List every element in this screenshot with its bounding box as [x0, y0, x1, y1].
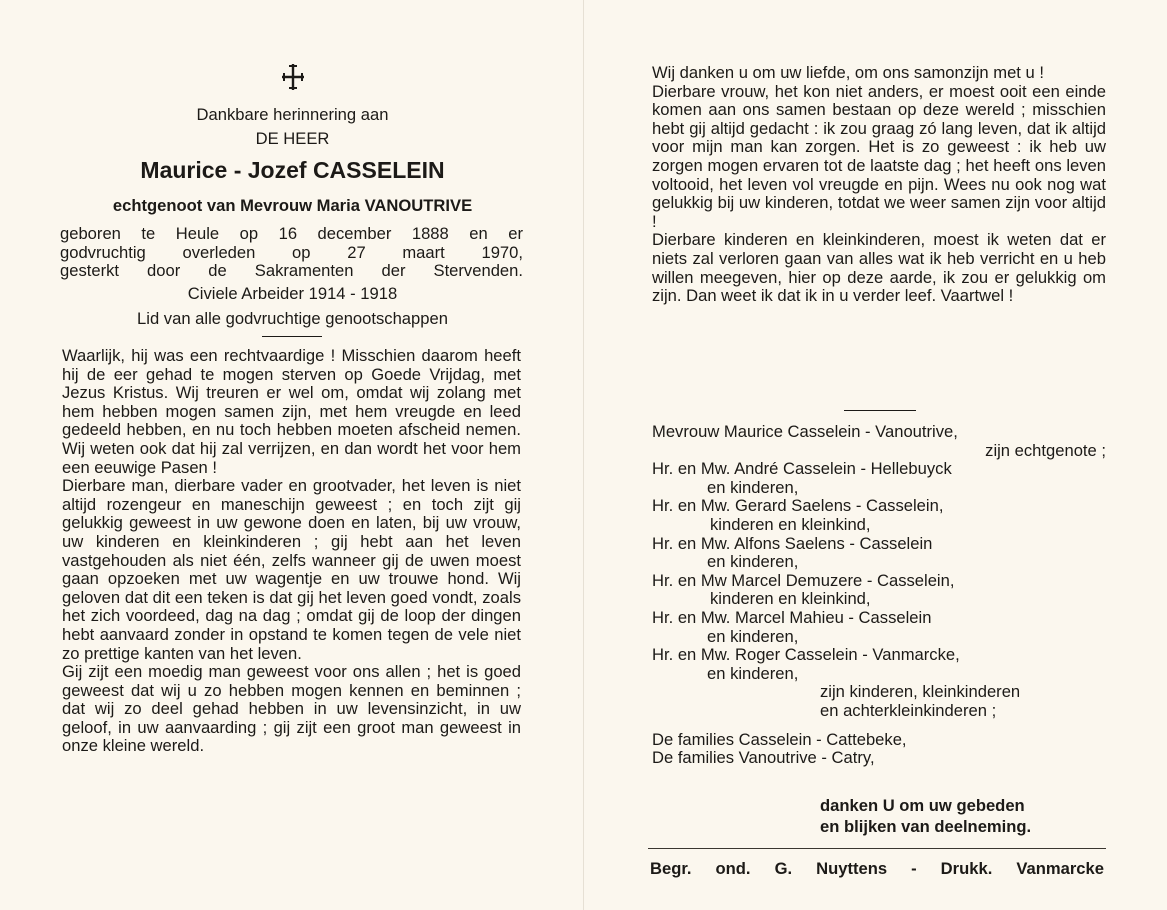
family-line: De families Vanoutrive - Catry, — [652, 748, 875, 768]
intro-text: Dankbare herinnering aan — [196, 105, 389, 124]
family-line: zijn kinderen, kleinkinderen — [820, 682, 1021, 702]
birth-block — [60, 225, 523, 281]
family-list — [652, 423, 1112, 768]
civil-worker-line: Civiele Arbeider 1914 - 1918 — [187, 284, 398, 303]
family-line: Hr. en Mw. Roger Casselein - Vanmarcke, — [652, 645, 960, 665]
birth-line: gesterkt door de Sakramenten der Stervenden. — [60, 261, 523, 281]
left-card — [0, 0, 583, 910]
paragraph: Waarlijk, hij was een rechtvaardige ! Misschien daarom heeft hij de eer gehad te mogen sterven op Goede Vrijdag, met Jezus Kristus. Wij treuren er wel om, omdat wij zolang met hem hebben mogen samen zijn, met hem vreugde en leed gedeeld hebben, en nu toch hebben moeten afscheid nemen. Wij weten ook dat hij zal verrijzen, en dan wordt het voor hem een eeuwige Pasen ! — [62, 346, 521, 477]
family-line: Hr. en Mw. André Casselein - Hellebuyck — [652, 459, 952, 479]
family-line: en kinderen, — [707, 626, 799, 646]
family-line: en kinderen, — [707, 477, 799, 497]
cross-icon — [279, 63, 307, 91]
family-line: Hr. en Mw. Marcel Mahieu - Casselein — [652, 607, 932, 627]
birth-line: godvruchtig overleden op 27 maart 1970, — [60, 242, 523, 262]
farewell-text — [652, 64, 1106, 306]
membership-line: Lid van alle godvruchtige genootschappen — [137, 309, 448, 328]
paragraph: Dierbare man, dierbare vader en grootvader, het leven is niet altijd rozengeur en maneschijn geweest ; en toch zijt gij gelukkig geweest in uw gewone doen en laten, bij uw vrouw, uw kinderen en kleinkinderen ; gij hebt aan het leven vastgehouden als niet één, zelfs wanneer gij de uwen moest gaan opzoeken met uw wagentje en uw trouwe hond. Wij geloven dat dit een teken is dat gij het leven goed vondt, zoals het zich voordeed, dag na dag ; omdat gij de loop der dingen hebt aanvaard zonder in opstand te komen tegen de vele niet zo prettige kanten van het leven. — [62, 476, 521, 663]
printer-credit: Begr. ond. G. Nuyttens - Drukk. Vanmarcke — [650, 859, 1104, 878]
paragraph: Gij zijt een moedig man geweest voor ons allen ; het is goed geweest dat wij u zo hebben mogen kennen en beminnen ; dat wij zo deel gehad hebben in uw levensinzicht, in uw geloof, in uw aanvaarding ; gij zijt een groot man geweest in onze kleine wereld. — [62, 662, 521, 756]
thanks-line: danken U om uw gebeden — [820, 796, 1025, 815]
ornament-rule — [262, 336, 322, 337]
thanks-block — [820, 795, 1120, 837]
family-line: Hr. en Mw. Gerard Saelens - Casselein, — [652, 496, 944, 516]
right-card — [584, 0, 1167, 910]
thanks-line: en blijken van deelneming. — [820, 817, 1032, 836]
family-line: kinderen en kleinkind, — [710, 514, 871, 534]
birth-line: geboren te Heule op 16 december 1888 en er — [60, 224, 523, 243]
memorial-text — [62, 347, 521, 756]
family-line: zijn echtgenote ; — [985, 440, 1106, 460]
family-line: Hr. en Mw. Alfons Saelens - Casselein — [652, 533, 933, 553]
family-line: Hr. en Mw Marcel Demuzere - Casselein, — [652, 570, 955, 590]
deceased-name: Maurice - Jozef CASSELEIN — [140, 157, 445, 183]
paragraph: Dierbare kinderen en kleinkinderen, moest ik weten dat er niets zal verloren gaan van alles wat ik heb verricht en u heb willen meegeven, hier op deze aarde, ik zou er gelukkig om zijn. Dan weet ik dat ik in u verder leef. Vaartwel ! — [652, 230, 1106, 306]
family-line: kinderen en kleinkind, — [710, 589, 871, 609]
family-line: en kinderen, — [707, 663, 799, 683]
family-line: en achterkleinkinderen ; — [820, 700, 997, 720]
family-line: Mevrouw Maurice Casselein - Vanoutrive, — [652, 422, 958, 441]
title-text: DE HEER — [255, 129, 330, 148]
ornament-rule — [844, 410, 916, 411]
family-line: en kinderen, — [707, 552, 799, 572]
footer-rule — [648, 848, 1106, 849]
family-line: De families Casselein - Cattebeke, — [652, 729, 907, 749]
spouse-line: echtgenoot van Mevrouw Maria VANOUTRIVE — [112, 196, 473, 215]
paragraph: Dierbare vrouw, het kon niet anders, er moest ooit een einde komen aan ons samen bestaan op deze wereld ; misschien hebt gij altijd gedacht : ik zou graag zó lang leven, dat ik altijd voor mijn man kan zorgen. Het is zo geweest : ik heb uw zorgen mogen ervaren tot de laatste dag ; het heeft ons leven voltooid, het leven vol vreugde en pijn. Wees nu ook nog wat gelukkig bij uw kinderen, totdat we weer samen zijn voor altijd ! — [652, 81, 1106, 231]
paragraph: Wij danken u om uw liefde, om ons samonzijn met u ! — [652, 63, 1044, 82]
